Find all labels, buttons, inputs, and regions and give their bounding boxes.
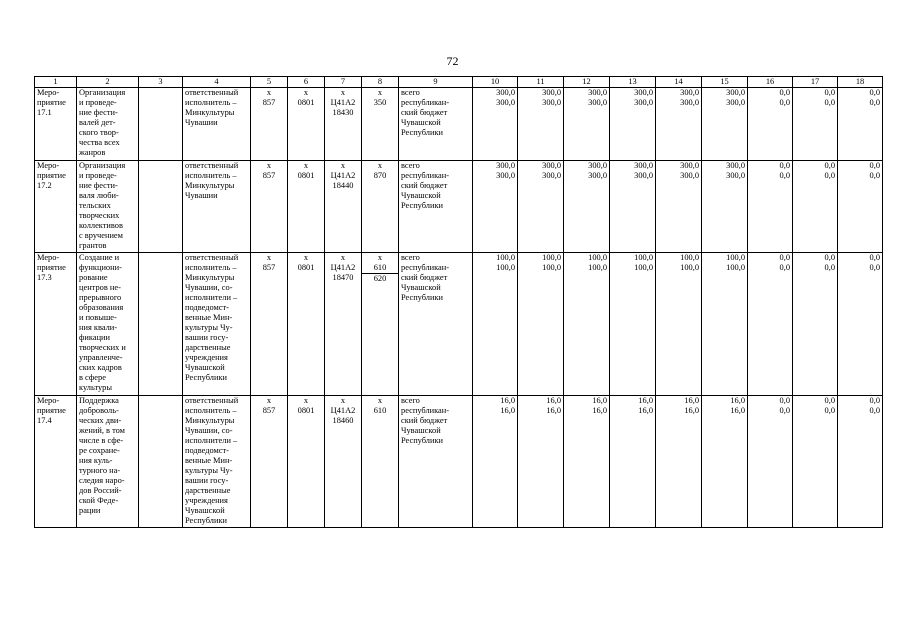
rzpr-cell: x — [288, 395, 325, 406]
responsible-cell — [183, 395, 251, 528]
source-cell: всего — [399, 88, 473, 99]
value-cell: 300,0 — [564, 160, 610, 171]
vr-cell: x — [362, 88, 399, 99]
budget-table — [34, 76, 883, 528]
measure-name-cell — [77, 253, 139, 396]
value-cell: 300,0 — [702, 88, 748, 99]
measure-name-line: управленче- — [79, 353, 123, 362]
measure-name-line: центров не- — [79, 283, 121, 292]
csr-cell: x — [325, 395, 362, 406]
measure-cell — [35, 253, 77, 396]
value-cell: 16,0 — [518, 395, 564, 406]
responsible-line: ответственный — [185, 88, 239, 97]
grbs-cell: x — [251, 395, 288, 406]
csr-line: 18430 — [332, 108, 354, 117]
value-cell: 0,0 — [793, 395, 838, 406]
responsible-line: учреждения — [185, 353, 228, 362]
measure-name-line: творческих — [79, 210, 120, 220]
vr-cell: x — [362, 160, 399, 171]
value-cell: 100,0 — [518, 253, 564, 264]
rzpr-cell: 0801 — [288, 406, 325, 528]
responsible-line: вашии госу- — [185, 333, 229, 342]
source-cell — [399, 406, 473, 528]
value-cell: 300,0 — [656, 171, 702, 253]
source-line: Чувашской — [401, 283, 441, 292]
measure-name-line: ческих дви- — [79, 415, 122, 425]
source-line: Республики — [401, 200, 444, 210]
responsible-line: культуры Чу- — [185, 465, 233, 475]
measure-name-line: прерывного — [79, 293, 122, 302]
column-header-6: 6 — [288, 77, 325, 88]
value-cell: 0,0 — [838, 160, 883, 171]
measure-name-line: жанров — [79, 148, 106, 157]
column-header-17: 17 — [793, 77, 838, 88]
source-cell — [399, 263, 473, 395]
vr-line: 350 — [373, 98, 387, 107]
responsible-line: исполнитель – — [185, 263, 237, 272]
value-cell: 0,0 — [748, 406, 793, 528]
rzpr-cell: 0801 — [288, 98, 325, 160]
measure-name-line: Создание и — [79, 253, 120, 262]
measure-name-line: грантов — [79, 240, 107, 250]
measure-name-line: жений, в том — [79, 425, 125, 435]
value-cell: 0,0 — [838, 98, 883, 160]
column-header-15: 15 — [702, 77, 748, 88]
value-cell: 300,0 — [518, 98, 564, 160]
value-cell: 0,0 — [748, 171, 793, 253]
value-cell: 300,0 — [702, 171, 748, 253]
measure-name-line: и повыше- — [79, 313, 117, 322]
source-line: ский бюджет — [401, 180, 448, 190]
measure-name-line: валя люби- — [79, 190, 119, 200]
column-header-18: 18 — [838, 77, 883, 88]
value-cell: 0,0 — [793, 171, 838, 253]
column-header-1: 1 — [35, 77, 77, 88]
column-header-3: 3 — [139, 77, 183, 88]
responsible-line: Чувашии, со- — [185, 283, 233, 292]
csr-cell — [325, 406, 362, 528]
responsible-line: дарственные — [185, 485, 231, 495]
vr-cell: x — [362, 395, 399, 406]
measure-name-line: фикации — [79, 333, 111, 342]
column-header-13: 13 — [610, 77, 656, 88]
measure-line: Меро- — [37, 160, 60, 170]
responsible-line: культуры Чу- — [185, 323, 233, 332]
table-header-row — [35, 77, 883, 88]
source-cell: всего — [399, 395, 473, 406]
value-cell: 300,0 — [473, 88, 518, 99]
responsible-line: Минкультуры — [185, 415, 235, 425]
value-cell: 300,0 — [656, 98, 702, 160]
source-line: Чувашской — [401, 190, 441, 200]
value-cell: 300,0 — [702, 160, 748, 171]
value-cell: 300,0 — [564, 88, 610, 99]
value-cell: 0,0 — [748, 98, 793, 160]
column-header-4: 4 — [183, 77, 251, 88]
value-cell: 300,0 — [473, 171, 518, 253]
rzpr-cell: 0801 — [288, 171, 325, 253]
value-cell: 0,0 — [793, 160, 838, 171]
responsible-line: Чувашии — [185, 190, 218, 200]
source-line: Чувашской — [401, 425, 441, 435]
value-cell: 0,0 — [748, 253, 793, 264]
source-cell: всего — [399, 160, 473, 171]
value-cell: 0,0 — [793, 253, 838, 264]
value-cell: 16,0 — [564, 406, 610, 528]
value-cell: 100,0 — [610, 253, 656, 264]
vr-line: 620 — [373, 274, 387, 283]
responsible-cell — [183, 160, 251, 253]
csr-line: 18460 — [332, 415, 354, 425]
measure-name-line: с вручением — [79, 230, 123, 240]
value-cell: 300,0 — [518, 171, 564, 253]
measure-name-line: Организация — [79, 88, 126, 97]
value-cell: 0,0 — [748, 395, 793, 406]
measure-line: Меро- — [37, 253, 60, 262]
vr-cell: x — [362, 253, 399, 264]
grbs-cell: 857 — [251, 263, 288, 395]
measure-name-line: ских кадров — [79, 363, 122, 372]
responsible-line: Чувашской — [185, 363, 225, 372]
value-cell: 16,0 — [656, 406, 702, 528]
measure-name-line: и проведе- — [79, 98, 117, 107]
column-header-12: 12 — [564, 77, 610, 88]
measure-name-line: ния квали- — [79, 323, 118, 332]
table-row — [35, 88, 883, 99]
value-cell: 0,0 — [748, 263, 793, 395]
measure-name-cell — [77, 160, 139, 253]
empty-cell — [139, 160, 183, 253]
measure-cell — [35, 395, 77, 528]
value-cell: 100,0 — [702, 263, 748, 395]
responsible-line: Чувашской — [185, 505, 225, 515]
source-line: республикан- — [401, 98, 450, 107]
value-cell: 100,0 — [656, 263, 702, 395]
vr-cell — [362, 171, 399, 253]
value-cell: 16,0 — [564, 395, 610, 406]
measure-name-line: образования — [79, 303, 124, 312]
source-line: ский бюджет — [401, 108, 448, 117]
csr-line: 18440 — [332, 180, 354, 190]
responsible-line: венные Мин- — [185, 313, 233, 322]
column-header-2: 2 — [77, 77, 139, 88]
responsible-line: Минкультуры — [185, 108, 235, 117]
measure-name-line: ской Феде- — [79, 495, 119, 505]
csr-cell: x — [325, 88, 362, 99]
vr-cell — [362, 263, 399, 395]
value-cell: 300,0 — [473, 98, 518, 160]
value-cell: 0,0 — [793, 88, 838, 99]
responsible-line: подведомст- — [185, 303, 229, 312]
value-cell: 100,0 — [564, 263, 610, 395]
measure-name-line: ния куль- — [79, 455, 113, 465]
csr-cell — [325, 263, 362, 395]
measure-line: 17.1 — [37, 108, 52, 117]
measure-name-line: доброволь- — [79, 405, 119, 415]
value-cell: 100,0 — [656, 253, 702, 264]
csr-line: 18470 — [332, 273, 354, 282]
measure-line: приятие — [37, 98, 66, 107]
value-cell: 300,0 — [610, 88, 656, 99]
rzpr-cell: 0801 — [288, 263, 325, 395]
measure-name-line: и проведе- — [79, 170, 117, 180]
column-header-8: 8 — [362, 77, 399, 88]
measure-name-line: культуры — [79, 383, 112, 392]
rzpr-cell: x — [288, 160, 325, 171]
measure-name-line: рование — [79, 273, 108, 282]
value-cell: 300,0 — [473, 160, 518, 171]
column-header-9: 9 — [399, 77, 473, 88]
value-cell: 100,0 — [702, 253, 748, 264]
source-line: Республики — [401, 128, 444, 137]
source-line: республикан- — [401, 263, 450, 272]
source-line: ский бюджет — [401, 415, 448, 425]
grbs-cell: x — [251, 253, 288, 264]
responsible-line: дарственные — [185, 343, 231, 352]
responsible-line: исполнитель – — [185, 98, 237, 107]
measure-name-line: коллективов — [79, 220, 123, 230]
column-header-14: 14 — [656, 77, 702, 88]
source-cell — [399, 98, 473, 160]
vr-line: 610 — [373, 405, 387, 415]
column-header-10: 10 — [473, 77, 518, 88]
responsible-line: подведомст- — [185, 445, 229, 455]
column-header-5: 5 — [251, 77, 288, 88]
value-cell: 300,0 — [656, 88, 702, 99]
value-cell: 300,0 — [702, 98, 748, 160]
responsible-line: венные Мин- — [185, 455, 233, 465]
measure-name-line: валей дет- — [79, 118, 116, 127]
rzpr-cell: x — [288, 253, 325, 264]
source-line: республикан- — [401, 170, 450, 180]
value-cell: 16,0 — [610, 406, 656, 528]
value-cell: 0,0 — [838, 395, 883, 406]
measure-name-cell — [77, 88, 139, 161]
vr-cell — [362, 406, 399, 528]
measure-name-line: ского твор- — [79, 128, 119, 137]
source-line: Чувашской — [401, 118, 441, 127]
vr-line: 870 — [373, 170, 387, 180]
measure-name-line: числе в сфе- — [79, 435, 124, 445]
value-cell: 0,0 — [838, 88, 883, 99]
measure-name-line: творческих и — [79, 343, 126, 352]
page-number: 72 — [446, 54, 459, 68]
measure-name-line: тельских — [79, 200, 111, 210]
measure-line: Меро- — [37, 395, 60, 405]
source-line: Республики — [401, 293, 444, 302]
responsible-line: исполнитель – — [185, 405, 237, 415]
responsible-line: исполнитель – — [185, 170, 237, 180]
grbs-cell: 857 — [251, 406, 288, 528]
empty-cell — [139, 88, 183, 161]
value-cell: 0,0 — [748, 160, 793, 171]
measure-name-line: Организация — [79, 160, 126, 170]
source-line: ский бюджет — [401, 273, 448, 282]
column-header-7: 7 — [325, 77, 362, 88]
source-line: Республики — [401, 435, 444, 445]
value-cell: 300,0 — [610, 171, 656, 253]
measure-line: приятие — [37, 263, 66, 272]
value-cell: 300,0 — [564, 98, 610, 160]
value-cell: 100,0 — [564, 253, 610, 264]
value-cell: 0,0 — [793, 263, 838, 395]
source-cell — [399, 171, 473, 253]
measure-name-line: Поддержка — [79, 395, 119, 405]
responsible-line: вашии госу- — [185, 475, 229, 485]
responsible-line: ответственный — [185, 160, 239, 170]
value-cell: 300,0 — [610, 160, 656, 171]
responsible-line: Чувашии, со- — [185, 425, 233, 435]
value-cell: 16,0 — [702, 406, 748, 528]
csr-line: Ц41А2 — [330, 98, 356, 107]
responsible-line: Республики — [185, 515, 228, 525]
responsible-line: ответственный — [185, 253, 239, 262]
empty-cell — [139, 395, 183, 528]
value-cell: 0,0 — [838, 253, 883, 264]
table-row — [35, 253, 883, 264]
responsible-line: исполнители – — [185, 435, 238, 445]
measure-name-line: ре сохране- — [79, 445, 120, 455]
csr-cell — [325, 171, 362, 253]
responsible-cell — [183, 253, 251, 396]
value-cell: 0,0 — [838, 263, 883, 395]
csr-line: Ц41А2 — [330, 405, 356, 415]
value-cell: 300,0 — [518, 160, 564, 171]
responsible-cell — [183, 88, 251, 161]
grbs-cell: x — [251, 160, 288, 171]
measure-line: Меро- — [37, 88, 60, 97]
responsible-line: Чувашии — [185, 118, 218, 127]
measure-name-line: чества всех — [79, 138, 120, 147]
measure-name-line: турного на- — [79, 465, 121, 475]
source-cell: всего — [399, 253, 473, 264]
csr-cell — [325, 98, 362, 160]
value-cell: 100,0 — [473, 253, 518, 264]
value-cell: 300,0 — [564, 171, 610, 253]
measure-name-line: следия наро- — [79, 475, 125, 485]
measure-name-line: в сфере — [79, 373, 106, 382]
measure-name-line: дов Россий- — [79, 485, 122, 495]
vr-cell — [362, 98, 399, 160]
value-cell: 100,0 — [518, 263, 564, 395]
table-row — [35, 395, 883, 406]
value-cell: 100,0 — [473, 263, 518, 395]
value-cell: 16,0 — [518, 406, 564, 528]
value-cell: 16,0 — [702, 395, 748, 406]
measure-line: 17.4 — [37, 415, 52, 425]
grbs-cell: 857 — [251, 171, 288, 253]
value-cell: 300,0 — [656, 160, 702, 171]
csr-cell: x — [325, 160, 362, 171]
value-cell: 16,0 — [473, 406, 518, 528]
measure-line: приятие — [37, 170, 66, 180]
csr-cell: x — [325, 253, 362, 264]
value-cell: 0,0 — [793, 98, 838, 160]
measure-cell — [35, 88, 77, 161]
column-header-16: 16 — [748, 77, 793, 88]
responsible-line: исполнители – — [185, 293, 238, 302]
grbs-cell: 857 — [251, 98, 288, 160]
measure-name-line: ние фести- — [79, 180, 118, 190]
measure-line: 17.2 — [37, 180, 52, 190]
csr-line: Ц41А2 — [330, 263, 356, 272]
measure-cell — [35, 160, 77, 253]
value-cell: 100,0 — [610, 263, 656, 395]
responsible-line: Минкультуры — [185, 180, 235, 190]
value-cell: 0,0 — [838, 406, 883, 528]
value-cell: 16,0 — [656, 395, 702, 406]
measure-line: приятие — [37, 405, 66, 415]
empty-cell — [139, 253, 183, 396]
value-cell: 300,0 — [610, 98, 656, 160]
value-cell: 16,0 — [473, 395, 518, 406]
responsible-line: учреждения — [185, 495, 228, 505]
responsible-line: ответственный — [185, 395, 239, 405]
value-cell: 16,0 — [610, 395, 656, 406]
responsible-line: Минкультуры — [185, 273, 235, 282]
value-cell: 300,0 — [518, 88, 564, 99]
value-cell: 0,0 — [793, 406, 838, 528]
responsible-line: Республики — [185, 373, 228, 382]
value-cell: 0,0 — [748, 88, 793, 99]
table-body — [35, 88, 883, 528]
column-header-11: 11 — [518, 77, 564, 88]
measure-name-line: функциони- — [79, 263, 122, 272]
measure-name-cell — [77, 395, 139, 528]
value-cell: 0,0 — [838, 171, 883, 253]
rzpr-cell: x — [288, 88, 325, 99]
vr-line: 610 — [362, 263, 398, 274]
measure-name-line: рации — [79, 505, 101, 515]
source-line: республикан- — [401, 405, 450, 415]
measure-name-line: ние фести- — [79, 108, 118, 117]
measure-line: 17.3 — [37, 273, 52, 282]
csr-line: Ц41А2 — [330, 170, 356, 180]
table-row — [35, 160, 883, 171]
grbs-cell: x — [251, 88, 288, 99]
